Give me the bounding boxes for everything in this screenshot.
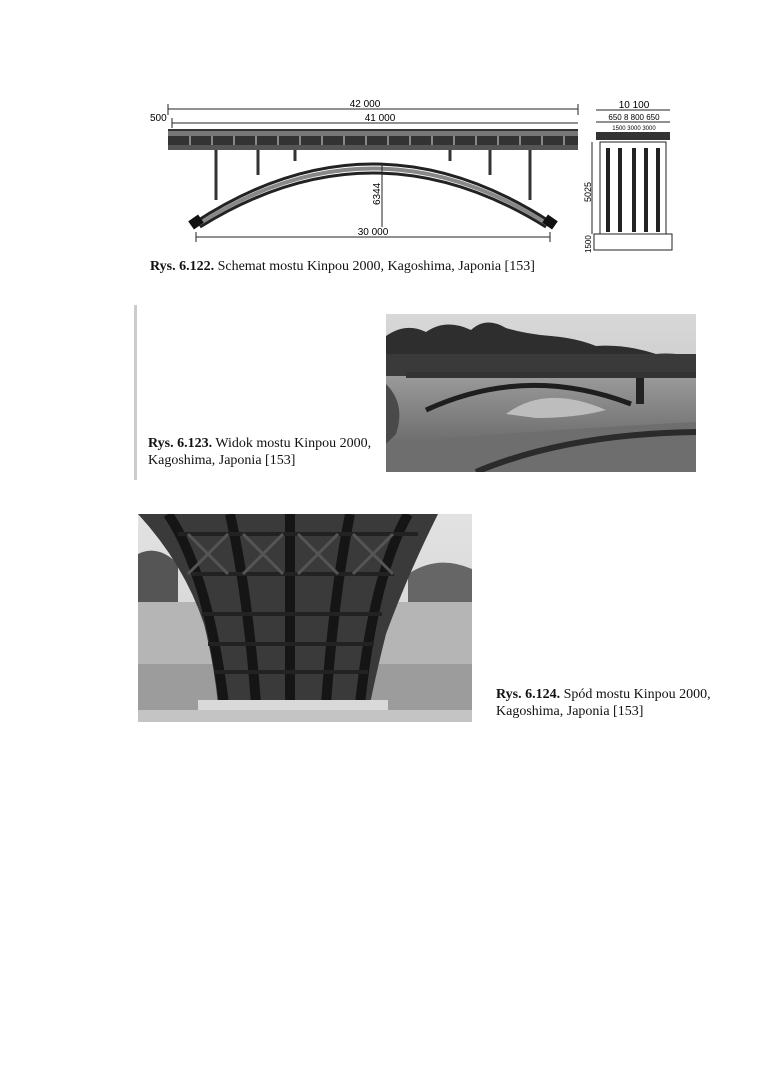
figure-caption-6-124 bbox=[496, 686, 736, 720]
figure-text: Kagoshima, Japonia [153] bbox=[496, 704, 644, 719]
dim-end-label: 500 bbox=[150, 113, 167, 124]
section-width-label: 10 100 bbox=[618, 100, 650, 111]
scan-edge bbox=[134, 305, 137, 480]
bridge-elevation-drawing bbox=[150, 95, 590, 255]
bridge-view-photo bbox=[386, 314, 696, 472]
figure-text: Spód mostu Kinpou 2000, bbox=[563, 687, 711, 702]
bridge-cross-section-drawing bbox=[582, 100, 674, 255]
section-parts-label: 650 8 800 650 bbox=[608, 113, 660, 122]
bridge-underside-photo bbox=[138, 514, 472, 722]
figure-label: Rys. 6.122. bbox=[150, 259, 215, 274]
dim-deck-label: 41 000 bbox=[364, 113, 396, 124]
figure-text: Schemat mostu Kinpou 2000, Kagoshima, Japonia [153] bbox=[217, 259, 535, 274]
dim-rise-label: 6344 bbox=[372, 182, 383, 205]
figure-label: Rys. 6.124. bbox=[496, 687, 561, 702]
figure-text: Widok mostu Kinpou 2000, bbox=[215, 436, 372, 451]
section-sub-label: 1500 3000 3000 bbox=[612, 126, 656, 132]
dim-total-label: 42 000 bbox=[349, 99, 381, 110]
dim-span-label: 30 000 bbox=[357, 227, 389, 238]
section-base-label: 1500 bbox=[584, 235, 593, 253]
figure-text: Kagoshima, Japonia [153] bbox=[148, 453, 296, 468]
section-height-label: 5025 bbox=[583, 181, 593, 202]
figure-caption-6-122 bbox=[150, 258, 620, 275]
figure-label: Rys. 6.123. bbox=[148, 436, 213, 451]
figure-caption-6-123 bbox=[148, 435, 378, 469]
